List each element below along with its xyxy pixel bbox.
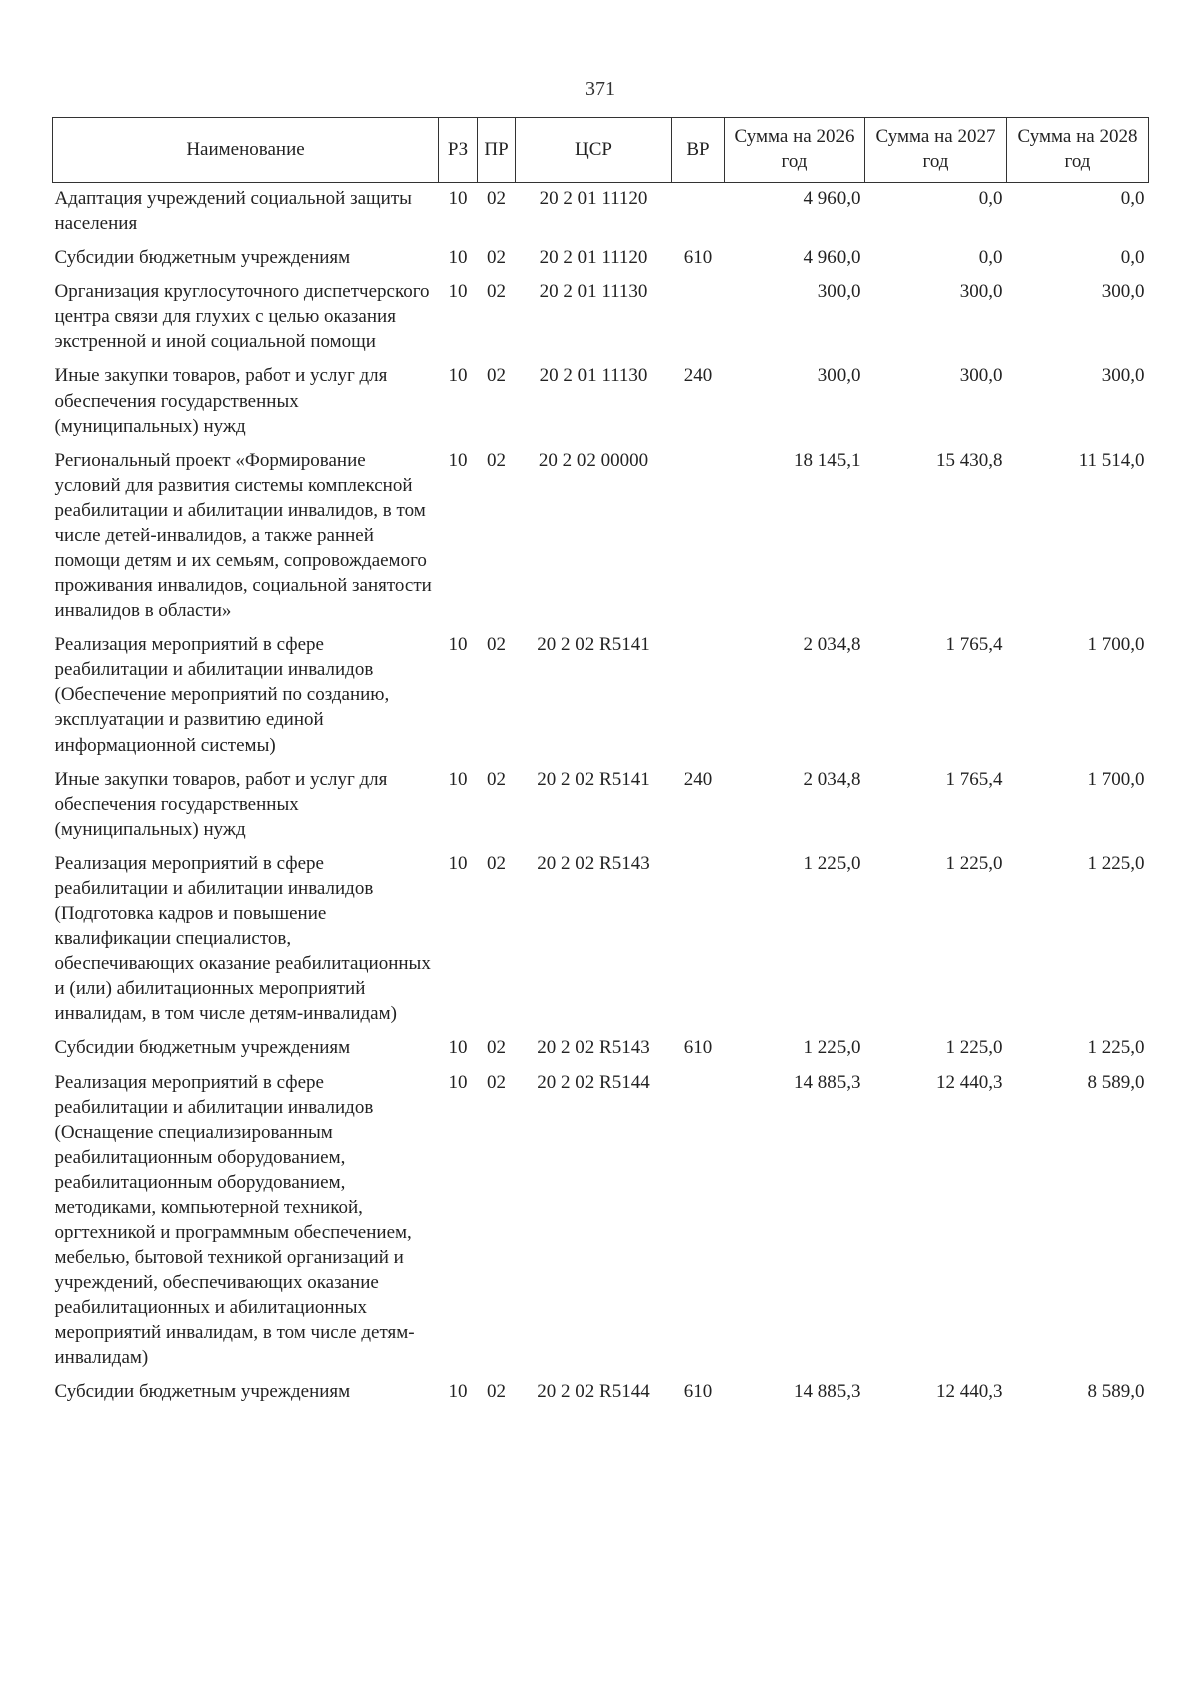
page-number: 371: [585, 78, 615, 100]
row-csr: 20 2 02 R5141: [537, 768, 650, 790]
row-pr: 02: [487, 281, 506, 303]
table-row: [53, 242, 1149, 276]
header-vr: ВР: [672, 118, 725, 183]
row-csr: 20 2 01 11130: [539, 281, 648, 303]
table-header: [53, 118, 1149, 183]
row-sum-2027: 15 430,8: [936, 449, 1003, 471]
row-vr: 240: [683, 768, 713, 790]
row-sum-2028: 300,0: [1101, 281, 1145, 303]
row-sum-2027: 1 225,0: [945, 852, 1003, 874]
row-sum-2027: 300,0: [959, 281, 1003, 303]
row-name: Организация круглосуточного диспетчерского центра связи для глухих с целью оказания экстренной и иной социальной помощи: [54, 281, 430, 353]
row-rz: 10: [448, 1071, 468, 1093]
row-vr: 610: [683, 1381, 713, 1403]
row-name: Адаптация учреждений социальной защиты населения: [54, 188, 412, 235]
table-row: [53, 360, 1149, 444]
row-sum-2026: 1 225,0: [803, 1037, 861, 1059]
header-sum-2026: Сумма на 2026 год: [725, 118, 865, 183]
row-sum-2026: 14 885,3: [794, 1071, 861, 1093]
row-pr: 02: [487, 247, 506, 269]
row-sum-2028: 1 225,0: [1087, 1037, 1145, 1059]
row-pr: 02: [487, 188, 506, 209]
row-sum-2026: 4 960,0: [803, 247, 861, 269]
header-name: Наименование: [53, 118, 439, 183]
row-pr: 02: [487, 1037, 506, 1059]
table-row: [53, 276, 1149, 360]
row-sum-2027: 1 765,4: [945, 634, 1003, 656]
row-sum-2028: 1 225,0: [1087, 852, 1145, 874]
row-vr: [672, 629, 725, 763]
row-pr: 02: [487, 768, 506, 790]
header-csr: ЦСР: [516, 118, 672, 183]
row-pr: 02: [487, 852, 506, 874]
row-rz: 10: [448, 281, 468, 303]
row-csr: 20 2 02 00000: [538, 449, 649, 471]
row-csr: 20 2 02 R5143: [537, 1037, 650, 1059]
table-row: [53, 445, 1149, 630]
row-rz: 10: [448, 365, 468, 387]
row-vr: 610: [683, 1037, 713, 1059]
row-sum-2028: 1 700,0: [1087, 768, 1145, 790]
row-sum-2027: 12 440,3: [936, 1071, 1003, 1093]
header-sum-2027: Сумма на 2027 год: [865, 118, 1007, 183]
row-vr: [672, 848, 725, 1033]
row-name: Реализация мероприятий в сфере реабилитации и абилитации инвалидов (Подготовка кадров и повышение квалификации специалистов, обеспечивающих оказание реабилитационных и (или) абилитационных мероприятий инвалидам, в том числе детям-инвалидам): [54, 852, 431, 1025]
row-pr: 02: [487, 1381, 506, 1403]
row-sum-2028: 300,0: [1101, 365, 1145, 387]
table-row: [53, 764, 1149, 848]
row-sum-2026: 300,0: [817, 365, 861, 387]
row-sum-2026: 18 145,1: [794, 449, 861, 471]
row-name: Субсидии бюджетным учреждениям: [54, 247, 351, 269]
header-rz: РЗ: [439, 118, 478, 183]
table-row: [53, 1067, 1149, 1377]
row-name: Реализация мероприятий в сфере реабилитации и абилитации инвалидов (Обеспечение мероприятий по созданию, эксплуатации и развитию единой информационной системы): [54, 634, 390, 756]
row-csr: 20 2 02 R5144: [537, 1381, 650, 1403]
row-vr: 240: [683, 365, 713, 387]
row-pr: 02: [487, 1071, 506, 1093]
row-sum-2027: 1 765,4: [945, 768, 1003, 790]
row-sum-2027: 1 225,0: [945, 1037, 1003, 1059]
budget-table-container: [52, 117, 1148, 1411]
row-rz: 10: [448, 768, 468, 790]
row-sum-2026: 2 034,8: [803, 634, 861, 656]
row-csr: 20 2 01 11120: [539, 247, 648, 269]
table-row: [53, 848, 1149, 1033]
table-row: [53, 183, 1149, 243]
table-row: [53, 629, 1149, 763]
row-rz: 10: [448, 634, 468, 656]
row-sum-2027: 300,0: [959, 365, 1003, 387]
row-name: Иные закупки товаров, работ и услуг для обеспечения государственных (муниципальных) нужд: [54, 768, 388, 840]
row-sum-2028: 8 589,0: [1087, 1071, 1145, 1093]
row-rz: 10: [448, 247, 468, 269]
row-sum-2027: 12 440,3: [936, 1381, 1003, 1403]
row-csr: 20 2 01 11120: [539, 188, 648, 209]
row-pr: 02: [487, 365, 506, 387]
row-csr: 20 2 02 R5143: [537, 852, 650, 874]
row-rz: 10: [448, 1037, 468, 1059]
row-rz: 10: [448, 852, 468, 874]
row-sum-2026: 2 034,8: [803, 768, 861, 790]
header-sum-2028: Сумма на 2028 год: [1007, 118, 1149, 183]
row-name: Иные закупки товаров, работ и услуг для обеспечения государственных (муниципальных) нужд: [54, 365, 388, 437]
row-sum-2026: 1 225,0: [803, 852, 861, 874]
row-name: Субсидии бюджетным учреждениям: [54, 1381, 351, 1403]
row-pr: 02: [487, 449, 506, 471]
row-vr: [672, 1067, 725, 1377]
row-name: Региональный проект «Формирование условий для развития системы комплексной реабилитации и абилитации инвалидов, в том числе детей-инвалидов, а также ранней помощи детям и их семьям, сопровождаемого проживания инвалидов, социальной занятости инвалидов в области»: [54, 449, 432, 622]
row-name: Реализация мероприятий в сфере реабилитации и абилитации инвалидов (Оснащение специализированным реабилитационным оборудованием, реабилитационным оборудованием, методиками, компьютерной техникой, оргтехникой и программным обеспечением, мебелью, бытовой техникой организаций и учреждений, обеспечивающих оказание реабилитационных и абилитационных мероприятий инвалидам, в том числе детям-инвалидам): [54, 1071, 415, 1369]
table-row: [53, 1032, 1149, 1066]
row-name: Субсидии бюджетным учреждениям: [54, 1037, 351, 1059]
row-csr: 20 2 01 11130: [539, 365, 648, 387]
row-vr: [672, 445, 725, 630]
row-sum-2028: 8 589,0: [1087, 1381, 1145, 1403]
row-pr: 02: [487, 634, 506, 656]
row-rz: 10: [448, 188, 468, 209]
row-sum-2028: 0,0: [1120, 188, 1145, 209]
row-sum-2028: 1 700,0: [1087, 634, 1145, 656]
row-sum-2026: 14 885,3: [794, 1381, 861, 1403]
row-csr: 20 2 02 R5141: [537, 634, 650, 656]
row-sum-2026: 4 960,0: [803, 188, 861, 209]
row-vr: [672, 183, 725, 243]
row-sum-2027: 0,0: [978, 188, 1003, 209]
row-sum-2028: 0,0: [1120, 247, 1145, 269]
row-csr: 20 2 02 R5144: [537, 1071, 650, 1093]
table-row: [53, 1376, 1149, 1410]
row-rz: 10: [448, 449, 468, 471]
header-pr: ПР: [478, 118, 516, 183]
row-vr: [672, 276, 725, 360]
row-sum-2028: 11 514,0: [1078, 449, 1145, 471]
row-rz: 10: [448, 1381, 468, 1403]
row-sum-2026: 300,0: [817, 281, 861, 303]
budget-table: [52, 117, 1149, 1411]
table-body: [53, 183, 1149, 1411]
row-vr: 610: [683, 247, 713, 269]
row-sum-2027: 0,0: [978, 247, 1003, 269]
